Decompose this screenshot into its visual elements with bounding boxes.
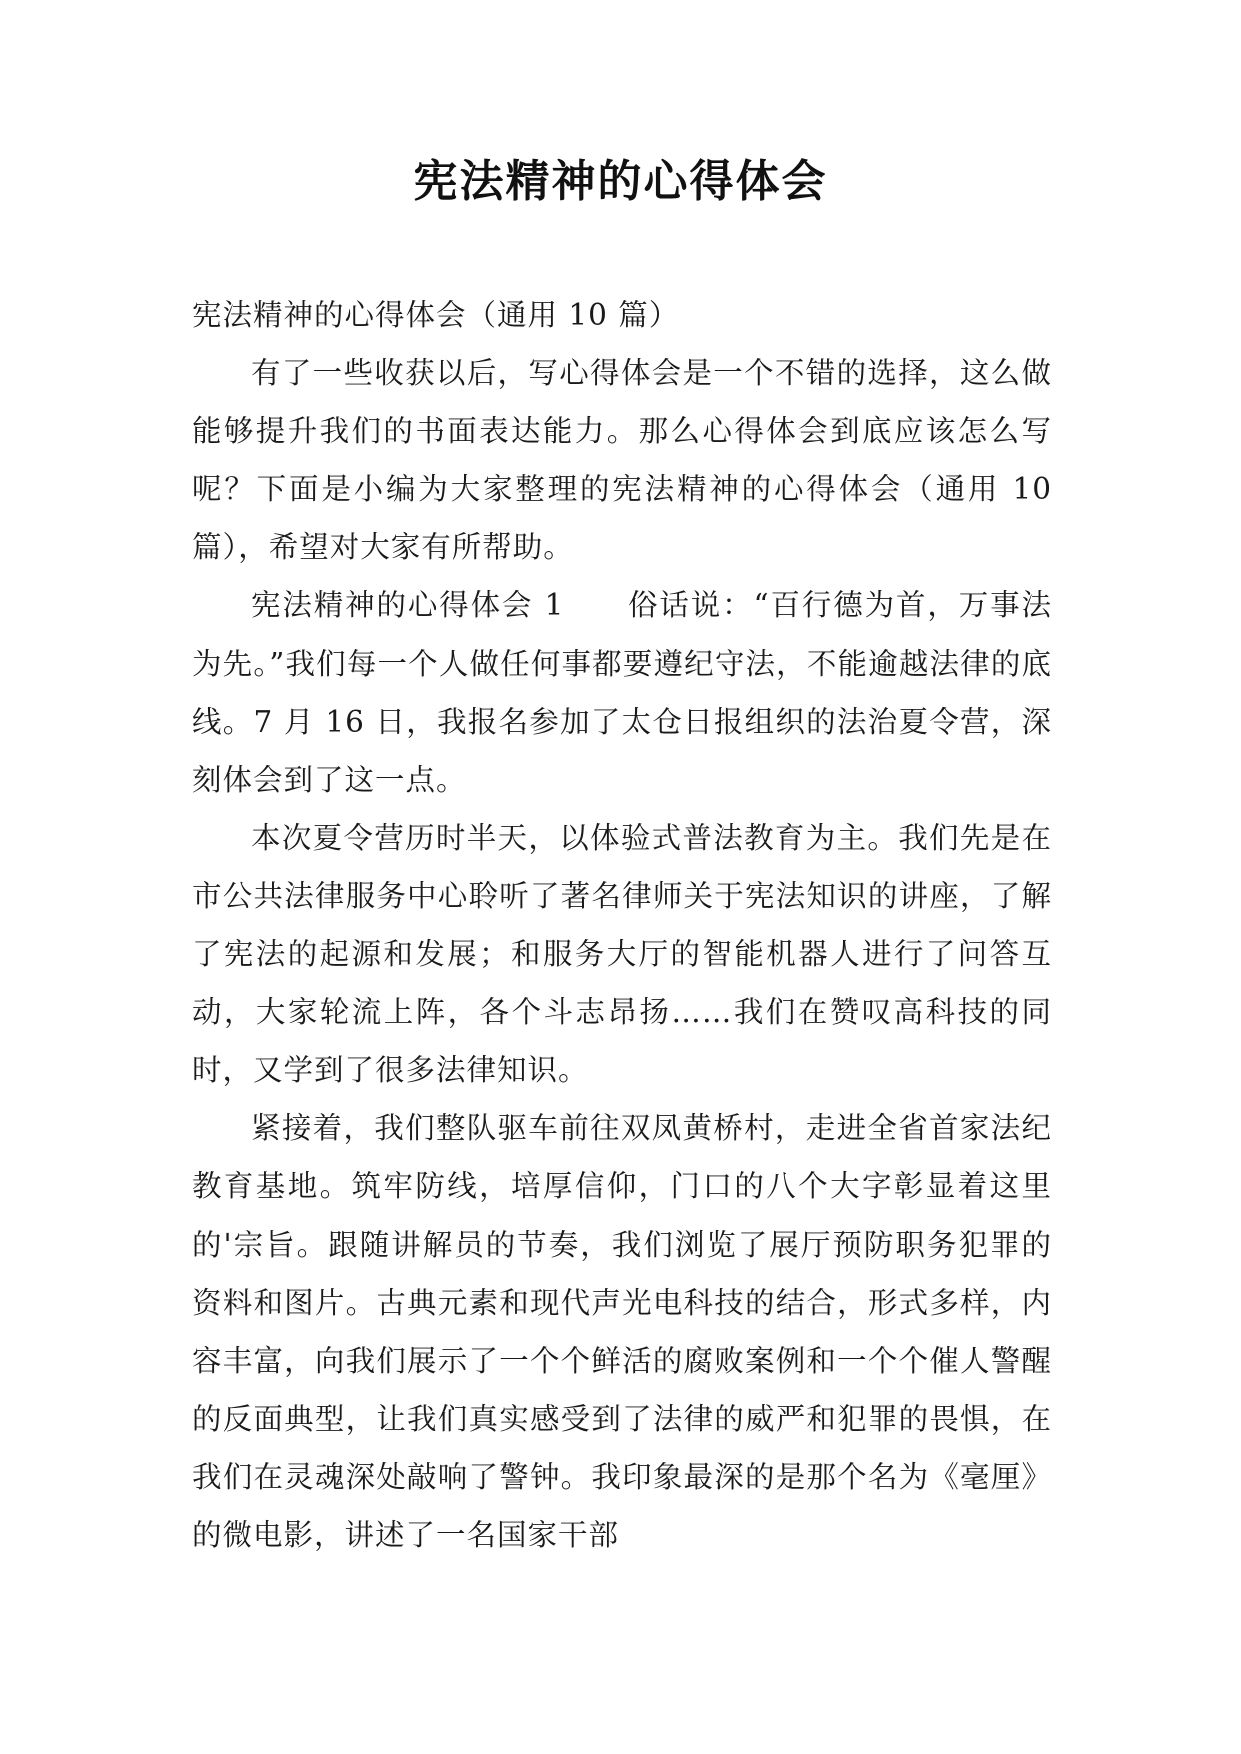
- document-title: 宪法精神的心得体会: [413, 156, 828, 207]
- document-subtitle: 宪法精神的心得体会（通用 10 篇）: [192, 298, 680, 332]
- paragraph-essay-1-opening: 宪法精神的心得体会 1 俗话说：“百行德为首，万事法为先。”我们每一个人做任何事都要遵纪守法，不能逾越法律的底线。7 月 16 日，我报名参加了太仓日报组织的法治夏令营，深刻体会到了这一点。: [192, 588, 1052, 797]
- paragraph-intro: 有了一些收获以后，写心得体会是一个不错的选择，这么做能够提升我们的书面表达能力。那么心得体会到底应该怎么写呢？下面是小编为大家整理的宪法精神的心得体会（通用 10 篇），希望对大家有所帮助。: [192, 356, 1052, 565]
- paragraph-summer-camp: 本次夏令营历时半天，以体验式普法教育为主。我们先是在市公共法律服务中心聆听了著名律师关于宪法知识的讲座，了解了宪法的起源和发展；和服务大厅的智能机器人进行了问答互动，大家轮流上阵，各个斗志昂扬……我们在赞叹高科技的同时，又学到了很多法律知识。: [192, 820, 1052, 1088]
- paragraph-education-base: 紧接着，我们整队驱车前往双凤黄桥村，走进全省首家法纪教育基地。筑牢防线，培厚信仰，门口的八个大字彰显着这里的'宗旨。跟随讲解员的节奏，我们浏览了展厅预防职务犯罪的资料和图片。古典元素和现代声光电科技的结合，形式多样，内容丰富，向我们展示了一个个鲜活的腐败案例和一个个催人警醒的反面典型，让我们真实感受到了法律的威严和犯罪的畏惧，在我们在灵魂深处敲响了警钟。我印象最深的是那个名为《毫厘》的微电影，讲述了一名国家干部: [192, 1111, 1052, 1552]
- document-body: [192, 286, 1052, 1564]
